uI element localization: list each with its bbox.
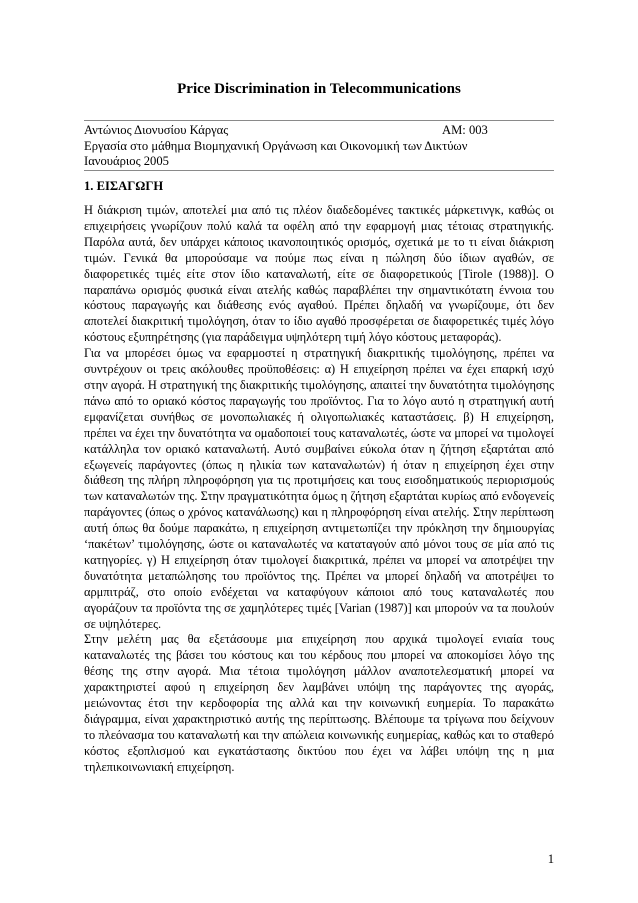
document-title: Price Discrimination in Telecommunications <box>177 81 461 97</box>
paragraph: Για να μπορέσει όμως να εφαρμοστεί η στρατηγική διακριτικής τιμολόγησης, πρέπει να συντρέχουν οι τρεις ακόλουθες προϋποθέσεις: α) Η επιχείρηση πρέπει να έχει επαρκή ισχύ στην αγορά. Η στρατηγική της διακριτικής τιμολόγησης, απαιτεί την δυνατότητα τιμολόγησης πάνω από το οριακό κόστος παραγωγής του προϊόντος. Για το λόγο αυτό η στρατηγική αυτή εμφανίζεται συνήθως σε μονοπωλιακές ή ολιγοπωλιακές καταστάσεις. β) Η επιχείρηση, πρέπει να έχει την δυνατότητα να ομαδοποιεί τους καταναλωτές, ώστε να μπορεί να τιμολογεί κατάλληλα τον οριακό καταναλωτή. Αυτό συμβαίνει εύκολα όταν η ζήτηση εξαρτάται από εξωγενείς παράγοντες (όπως η ηλικία των καταναλωτών) ή όταν η επιχείρηση έχει στην διάθεση της πλήρη πληροφόρηση για τις προτιμήσεις και τους εισοδηματικούς περιορισμούς των καταναλωτών της. Στην πραγματικότητα όμως η ζήτηση εξαρτάται κυρίως από ενδογενείς παράγοντες (όπως ο χρόνος κατανάλωσης) και η πληροφόρηση είναι ατελής. Στην περίπτωση αυτή όπως θα δούμε παρακάτω, η επιχείρηση αντιμετωπίζει την πρόκληση την δημιουργίας ‘πακέτων’ τιμολόγησης, ώστε οι καταναλωτές να καταταγούν από μόνοι τους σε μία από τις κατηγορίες. γ) Η επιχείρηση όταν τιμολογεί διακριτικά, πρέπει να μπορεί να αποτρέψει την δυνατότητα μεταπώλησης του προϊόντος της. Πρέπει να μπορεί δηλαδή να αποτρέψει το αρμπιτράζ, στο οποίο ενδέχεται να καταφύγουν κάποιοι από τους καταναλωτές που αγοράζουν τα προϊόντα της σε χαμηλότερες τιμές [Varian (1987)] και μπορούν να τα πουλούν σε υψηλότερες. <box>84 346 554 631</box>
body-text <box>84 203 554 776</box>
student-id: ΑΜ: 003 <box>442 123 488 137</box>
document-date: Ιανουάριος 2005 <box>84 154 169 168</box>
section-heading: 1. ΕΙΣΑΓΩΓΗ <box>84 179 164 193</box>
page-number: 1 <box>547 852 554 866</box>
author-row <box>84 123 554 139</box>
document-metadata <box>84 123 554 170</box>
author-name: Αντώνιος Διονυσίου Κάργας <box>84 123 229 137</box>
header-bottom-rule <box>84 170 554 171</box>
paragraph: Στην μελέτη μας θα εξετάσουμε μια επιχείρηση που αρχικά τιμολογεί ενιαία τους καταναλωτές της βάσει του κόστους και του κέρδους που μπορεί να αποκομίσει λόγο της θέσης της στην αγορά. Μια τέτοια τιμολόγηση μάλλον αναποτελεσματική μπορεί να χαρακτηριστεί αφού η επιχείρηση δεν λαμβάνει υπόψη της παράγοντες της αγοράς, μειώνοντας έτσι την κερδοφορία της αλλά και την κοινωνική ευημερία. Το παρακάτω διάγραμμα, είναι χαρακτηριστικό αυτής της περίπτωσης. Βλέπουμε τα τρίγωνα που δείχνουν το πλεόνασμα του καταναλωτή και την απώλεια κοινωνικής ευημερίας, καθώς και το σταθερό κόστος εξοπλισμού και εγκατάστασης δικτύου που έχει να λάβει υπόψη της η μια τηλεπικοινωνιακή επιχείρηση. <box>84 632 554 774</box>
paragraph: Η διάκριση τιμών, αποτελεί μια από τις πλέον διαδεδομένες τακτικές μάρκετινγκ, καθώς οι επιχειρήσεις γνωρίζουν πολύ καλά τα οφέλη από την εφαρμογή μιας τέτοιας στρατηγικής. Παρόλα αυτά, δεν υπάρχει κάποιος ικανοποιητικός ορισμός, σχετικά με το τι είναι διάκριση τιμών. Γενικά θα μπορούσαμε να πούμε πως είναι η πώληση δύο ίδιων αγαθών, σε διαφορετικές τιμές είτε στον ίδιο καταναλωτή, είτε σε διαφορετικούς [Tirole (1988)]. Ο παραπάνω ορισμός φυσικά είναι ατελής καθώς παραβλέπει την σημαντικότατη έννοια του κόστους παραγωγής και διάθεσης ενός αγαθού. Πρέπει δηλαδή να γνωρίζουμε, ότι δεν αποτελεί διακριτική τιμολόγηση, όταν το ίδιο αγαθό προσφέρεται σε διαφορετικές τιμές λόγο κόστους εξυπηρέτησης (για παράδειγμα υψηλότερη τιμή λόγο κόστους μεταφοράς). <box>84 203 554 345</box>
course-line: Εργασία στο μάθημα Βιομηχανική Οργάνωση και Οικονομική των Δικτύων <box>84 138 468 153</box>
header-top-rule <box>84 120 554 121</box>
